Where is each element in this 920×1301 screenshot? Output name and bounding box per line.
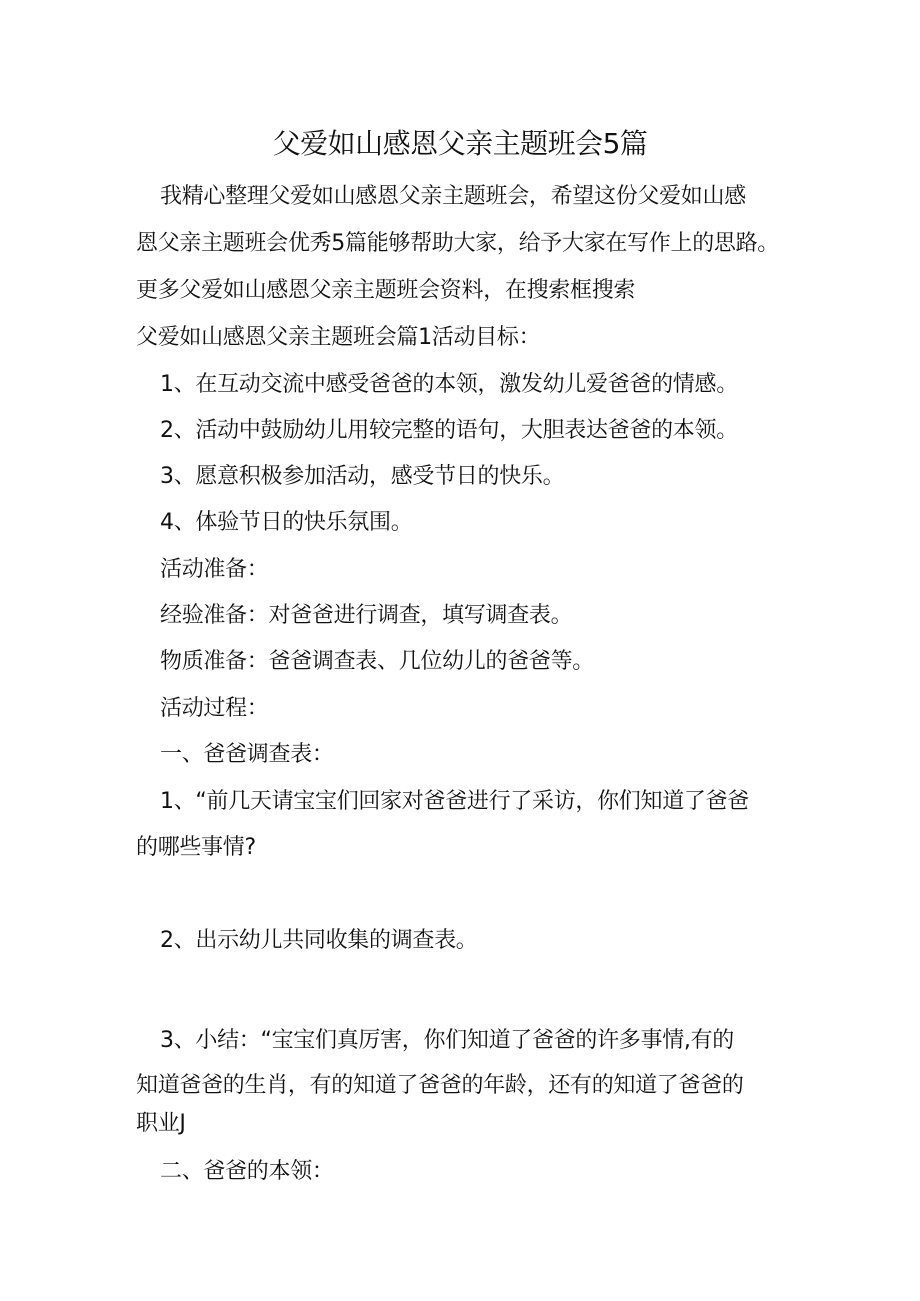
goal-item-3: 3、愿意积极参加活动，感受节日的快乐。 <box>160 464 565 489</box>
part1-item1-line1: 1、“前几天请宝宝们回家对爸爸进行了采访，你们知道了爸爸 <box>160 789 749 814</box>
part1-item3-line3: 职业J <box>136 1111 186 1136</box>
intro-line-3: 更多父爱如山感恩父亲主题班会资料，在搜索框搜索 <box>136 278 636 303</box>
goal-item-1: 1、在互动交流中感受爸爸的本领，激发幼儿爱爸爸的情感。 <box>160 372 738 397</box>
part1-item3-line1: 3、小结：“宝宝们真厉害，你们知道了爸爸的许多事情,有的 <box>160 1028 734 1053</box>
part1-item3-line2: 知道爸爸的生肖，有的知道了爸爸的年龄，还有的知道了爸爸的 <box>136 1073 744 1098</box>
goal-item-4: 4、体验节日的快乐氛围。 <box>160 510 413 535</box>
process-heading: 活动过程： <box>160 696 269 721</box>
goal-item-2: 2、活动中鼓励幼儿用较完整的语句，大胆表达爸爸的本领。 <box>160 418 738 443</box>
part1-heading: 一、爸爸调查表： <box>160 742 334 767</box>
document-title: 父爱如山感恩父亲主题班会5篇 <box>272 127 648 160</box>
intro-line-2: 恩父亲主题班会优秀5篇能够帮助大家，给予大家在写作上的思路。 <box>136 231 779 256</box>
prep-heading: 活动准备： <box>160 557 269 582</box>
section-heading: 父爱如山感恩父亲主题班会篇1活动目标： <box>136 325 541 350</box>
prep-experience: 经验准备：对爸爸进行调查，填写调查表。 <box>160 603 573 628</box>
prep-material: 物质准备：爸爸调查表、几位幼儿的爸爸等。 <box>160 649 595 674</box>
intro-line-1: 我精心整理父爱如山感恩父亲主题班会，希望这份父爱如山感 <box>160 184 746 209</box>
part1-item1-line2: 的哪些事情? <box>136 835 256 860</box>
part1-item2: 2、出示幼儿共同收集的调查表。 <box>160 928 478 953</box>
part2-heading: 二、爸爸的本领： <box>160 1159 334 1184</box>
